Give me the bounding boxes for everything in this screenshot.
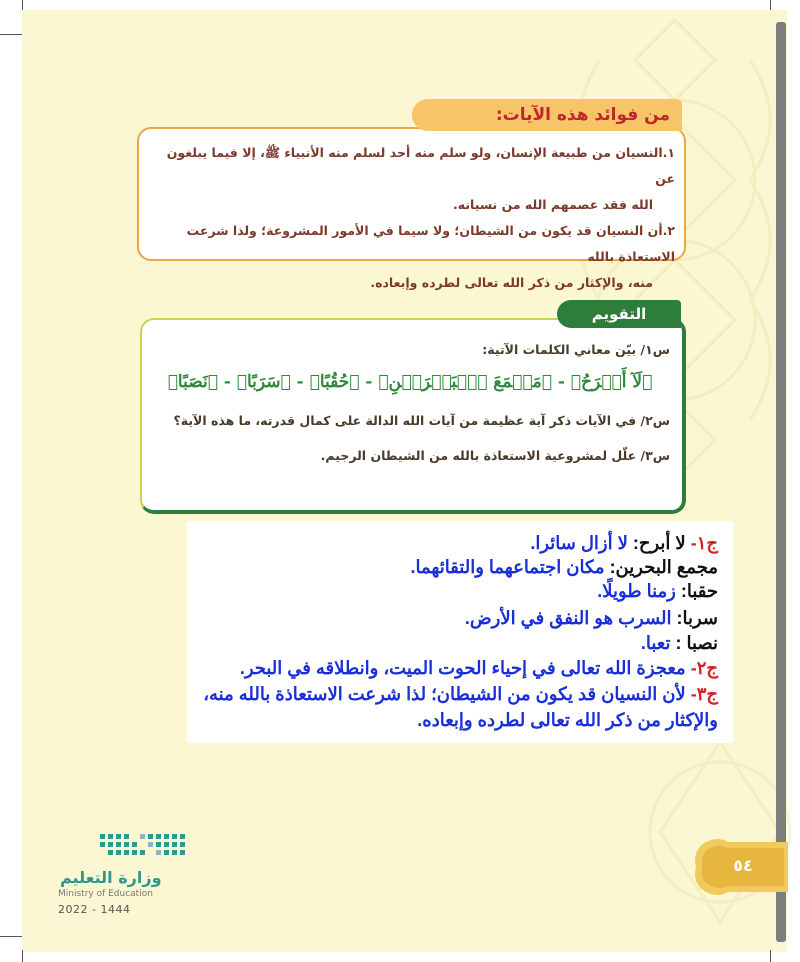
answer-b-line (240, 657, 718, 679)
answer-c-text-1: لأن النسيان قد يكون من الشيطان؛ لذا شرعت الاستعاذة بالله منه، (203, 684, 691, 704)
answer-1-definition: لا أزال سائرا. (530, 533, 628, 553)
benefits-title: من فوائد هذه الآيات: (412, 99, 682, 131)
answer-5-definition: تعبا. (640, 633, 671, 653)
crop-mark (770, 0, 771, 10)
question-2: س٢/ في الآيات ذكر آية عظيمة من آيات الله الدالة على كمال قدرته، ما هذه الآية؟ (173, 413, 670, 428)
benefit-item-1-line-1: ١.النسيان من طبيعة الإنسان، ولو سلم منه أحد لسلم منه الأنبياء ﷺ، إلا فيما يبلغون عن (166, 145, 675, 186)
answer-4-definition: السرب هو النفق في الأرض. (464, 608, 672, 628)
answer-5-line (641, 632, 718, 654)
benefit-item-2-line-1: ٢.أن النسيان قد يكون من الشيطان؛ ولا سيما في الأمور المشروعة؛ ولذا شرعت الاستعاذة بالله (186, 223, 675, 264)
benefit-item-1-line-2: الله فقد عصمهم الله من نسيانه. (453, 197, 653, 212)
answer-2-definition: مكان اجتماعهما والتقائهما. (410, 557, 605, 577)
quran-words: ﴿لَآ أَبۡرَحُ﴾ - ﴿مَجۡمَعَ ٱلۡبَحۡرَيۡنِ﴾ - ﴿حُقُبًا﴾ - ﴿سَرَبًا﴾ - ﴿نَصَبًا﴾ (167, 372, 653, 392)
evaluation-title: التقويم (557, 300, 681, 328)
page-edge-tab (776, 22, 786, 942)
answer-b-text: معجزة الله تعالى في إحياء الحوت الميت، وانطلاقه في البحر. (239, 658, 691, 678)
question-1: س١/ بيّن معاني الكلمات الآتية: (482, 342, 670, 357)
answer-c-line-1 (203, 683, 718, 705)
answer-3-term: حقبا: (675, 581, 718, 601)
crop-mark (22, 950, 23, 962)
answer-c-line-2 (417, 709, 718, 731)
answer-3-line (597, 580, 718, 602)
answer-1-label: ج١- (690, 533, 718, 553)
answer-4-line (465, 607, 718, 629)
benefit-item-2-line-2: منه، والإكثار من ذكر الله تعالى لطرده وإبعاده. (370, 275, 653, 290)
answer-3-definition: زمنا طويلًا. (597, 581, 676, 601)
ministry-name-english: Ministry of Education (58, 889, 153, 899)
answer-5-term: نصبا : (670, 633, 718, 653)
crop-mark (22, 0, 23, 10)
page-number-badge (688, 836, 798, 898)
answer-2-term: مجمع البحرين: (604, 557, 718, 577)
page-number: ٥٤ (733, 856, 753, 875)
answer-4-term: سربا: (671, 608, 718, 628)
crop-mark (0, 34, 22, 35)
answer-c-label: ج٣- (690, 684, 718, 704)
answer-2-line (411, 556, 719, 578)
benefits-text (150, 140, 675, 296)
crop-mark (0, 936, 22, 937)
edition-year: 2022 - 1444 (58, 903, 131, 916)
question-3: س٣/ علّل لمشروعية الاستعاذة بالله من الشيطان الرجيم. (320, 448, 670, 463)
answer-1-term: لا أبرح: (627, 533, 691, 553)
ministry-name-arabic: وزارة التعليم (60, 868, 162, 887)
crop-mark (770, 950, 771, 962)
answer-1-line (530, 532, 718, 554)
answer-c-text-2: والإكثار من ذكر الله تعالى لطرده وإبعاده. (417, 710, 718, 730)
answer-b-label: ج٢- (690, 658, 718, 678)
